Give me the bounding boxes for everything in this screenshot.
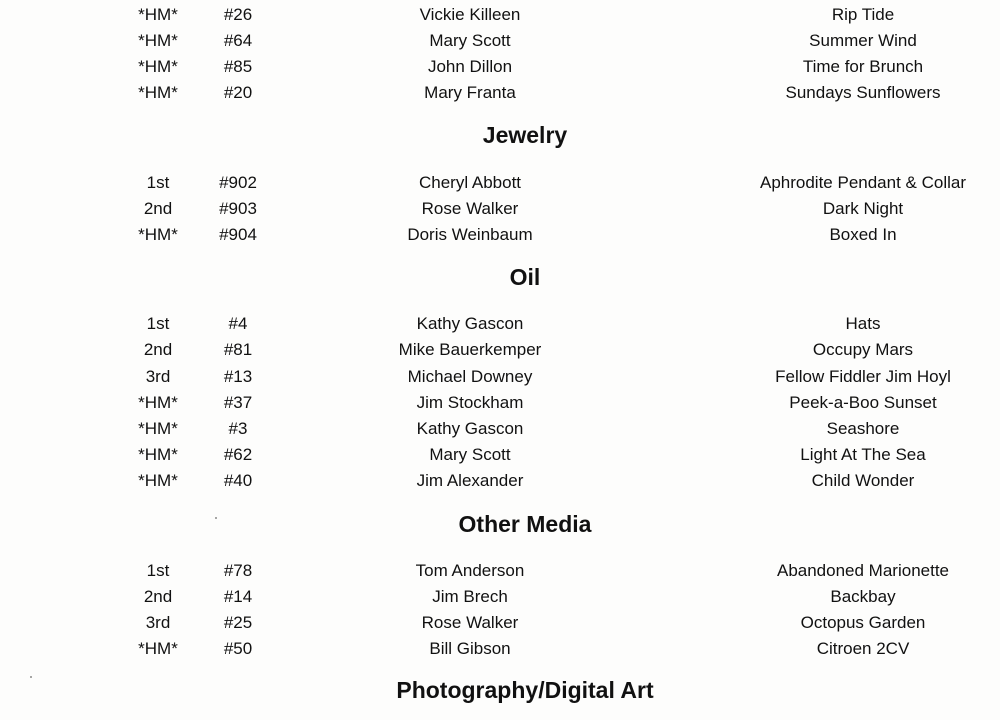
- scan-speck: [30, 676, 32, 678]
- artist-name: Bill Gibson: [429, 639, 511, 658]
- award-entry-row: [0, 610, 1000, 636]
- award-place: *HM*: [138, 471, 178, 490]
- award-entry-row: [0, 170, 1000, 196]
- award-place: 1st: [146, 173, 170, 192]
- entry-number: #64: [223, 31, 253, 50]
- artwork-title: Octopus Garden: [800, 613, 926, 632]
- award-place: 3rd: [145, 613, 171, 632]
- entry-number: #3: [228, 419, 248, 438]
- entry-number: #904: [219, 225, 257, 244]
- award-entry-row: [0, 28, 1000, 54]
- artwork-title: Child Wonder: [811, 471, 915, 490]
- artist-name: Michael Downey: [407, 367, 533, 386]
- artist-name: Rose Walker: [421, 199, 519, 218]
- award-entry-row: [0, 442, 1000, 468]
- award-entry-row: [0, 337, 1000, 363]
- artist-name: Mike Bauerkemper: [398, 340, 542, 359]
- award-place: *HM*: [138, 393, 178, 412]
- artist-name: Jim Alexander: [416, 471, 524, 490]
- award-place: *HM*: [138, 57, 178, 76]
- award-place: 1st: [146, 314, 170, 333]
- award-place: 2nd: [143, 199, 173, 218]
- award-place: *HM*: [138, 31, 178, 50]
- award-place: 2nd: [143, 587, 173, 606]
- award-entry-row: [0, 80, 1000, 106]
- artwork-title: Citroen 2CV: [816, 639, 910, 658]
- artist-name: Doris Weinbaum: [407, 225, 533, 244]
- award-entry-row: [0, 2, 1000, 28]
- entry-number: #50: [223, 639, 253, 658]
- artwork-title: Light At The Sea: [800, 445, 926, 464]
- scan-speck: [215, 517, 217, 519]
- award-entry-row: [0, 311, 1000, 337]
- artwork-title: Time for Brunch: [802, 57, 924, 76]
- entry-number: #4: [228, 314, 248, 333]
- entry-number: #25: [223, 613, 253, 632]
- award-entry-row: [0, 468, 1000, 494]
- award-entry-row: [0, 636, 1000, 662]
- award-entry-row: [0, 54, 1000, 80]
- artist-name: John Dillon: [427, 57, 513, 76]
- section-heading-other-media: Other Media: [458, 511, 592, 537]
- section-heading-photography-digital-art: Photography/Digital Art: [396, 677, 654, 703]
- entry-number: #62: [223, 445, 253, 464]
- artwork-title: Peek-a-Boo Sunset: [789, 393, 937, 412]
- artwork-title: Sundays Sunflowers: [785, 83, 941, 102]
- artwork-title: Backbay: [830, 587, 896, 606]
- artwork-title: Hats: [845, 314, 881, 333]
- artwork-title: Abandoned Marionette: [776, 561, 950, 580]
- entry-number: #85: [223, 57, 253, 76]
- entry-number: #81: [223, 340, 253, 359]
- entry-number: #78: [223, 561, 253, 580]
- artwork-title: Occupy Mars: [812, 340, 914, 359]
- award-place: 2nd: [143, 340, 173, 359]
- award-place: *HM*: [138, 83, 178, 102]
- artwork-title: Fellow Fiddler Jim Hoyl: [775, 367, 951, 386]
- award-place: 3rd: [145, 367, 171, 386]
- award-entry-row: [0, 364, 1000, 390]
- entry-number: #26: [223, 5, 253, 24]
- entry-number: #14: [223, 587, 253, 606]
- award-entry-row: [0, 222, 1000, 248]
- artwork-title: Dark Night: [822, 199, 904, 218]
- section-heading-oil: Oil: [509, 264, 541, 290]
- award-entry-row: [0, 416, 1000, 442]
- award-place: *HM*: [138, 419, 178, 438]
- entry-number: #902: [219, 173, 257, 192]
- entry-number: #903: [219, 199, 257, 218]
- award-entry-row: [0, 558, 1000, 584]
- entry-number: #40: [223, 471, 253, 490]
- award-entry-row: [0, 196, 1000, 222]
- award-place: *HM*: [138, 5, 178, 24]
- award-entry-row: [0, 584, 1000, 610]
- artwork-title: Boxed In: [829, 225, 897, 244]
- artist-name: Mary Franta: [424, 83, 516, 102]
- award-place: *HM*: [138, 445, 178, 464]
- artist-name: Rose Walker: [421, 613, 519, 632]
- artwork-title: Summer Wind: [809, 31, 917, 50]
- artist-name: Jim Brech: [432, 587, 508, 606]
- artist-name: Cheryl Abbott: [418, 173, 522, 192]
- artist-name: Kathy Gascon: [416, 314, 524, 333]
- artist-name: Tom Anderson: [415, 561, 525, 580]
- entry-number: #20: [223, 83, 253, 102]
- award-place: *HM*: [138, 225, 178, 244]
- artwork-title: Rip Tide: [831, 5, 895, 24]
- artist-name: Mary Scott: [429, 445, 511, 464]
- artist-name: Kathy Gascon: [416, 419, 524, 438]
- award-entry-row: [0, 390, 1000, 416]
- award-place: 1st: [146, 561, 170, 580]
- artwork-title: Seashore: [826, 419, 900, 438]
- artist-name: Mary Scott: [429, 31, 511, 50]
- entry-number: #37: [223, 393, 253, 412]
- section-heading-jewelry: Jewelry: [482, 122, 568, 148]
- artwork-title: Aphrodite Pendant & Collar: [759, 173, 967, 192]
- award-place: *HM*: [138, 639, 178, 658]
- artist-name: Jim Stockham: [416, 393, 524, 412]
- artist-name: Vickie Killeen: [419, 5, 521, 24]
- entry-number: #13: [223, 367, 253, 386]
